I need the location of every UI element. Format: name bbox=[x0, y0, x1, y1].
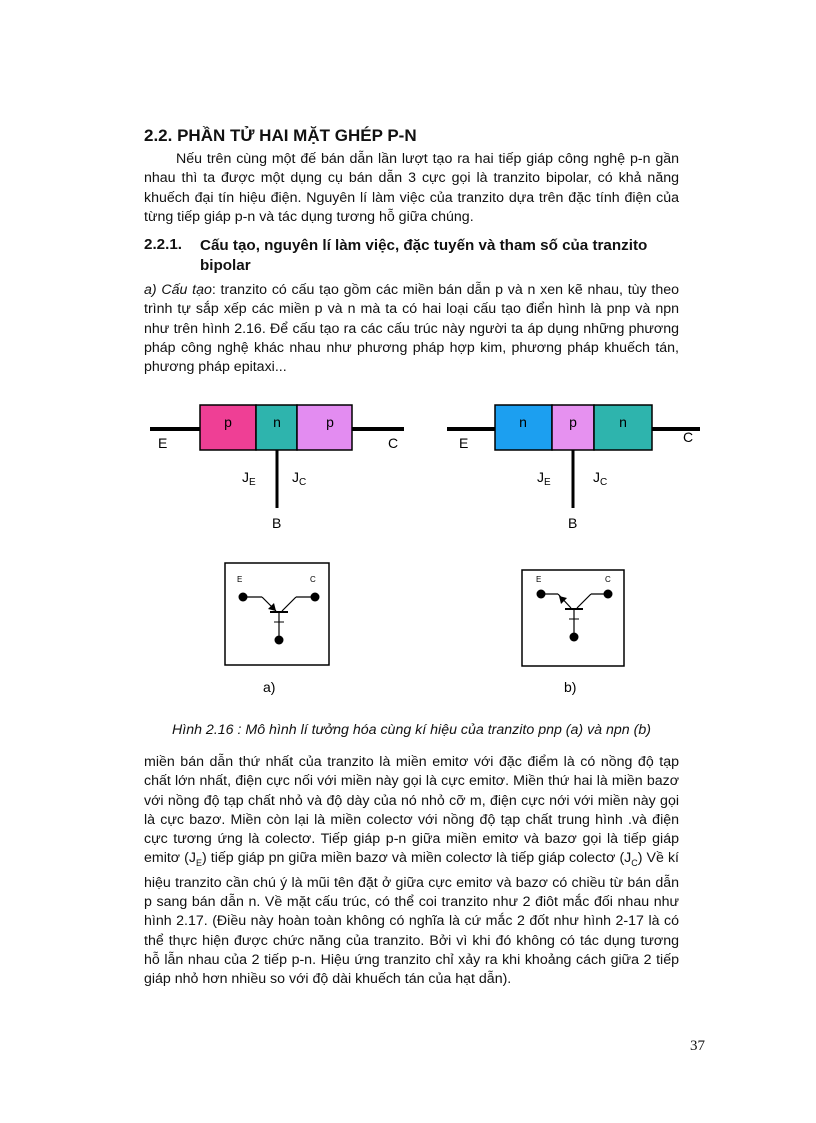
pnp-region-2-label: n bbox=[273, 414, 281, 430]
structure-text: : tranzito có cấu tạo gồm các miền bán dẫn p và n xen kẽ nhau, tùy theo trình tự sắp xếp các miền p và n mà ta có hai loại cấu tạo điển hình là pnp và npn như trên hình 2.16. Để cấu tạo ra các cấu trúc này người ta áp dụng những phương pháp công nghệ khác nhau như phương pháp hợp kim, phương pháp khuếch tán, phương pháp epitaxi... bbox=[144, 282, 679, 376]
figure-label-a: a) bbox=[263, 679, 276, 695]
jc-subscript: C bbox=[631, 858, 638, 869]
body-paragraph: miền bán dẫn thứ nhất của tranzito là miền emitơ với đặc điểm là có nồng độ tạp chất lớn nhất, điện cực nối với miền này gọi là cực emitơ. Miền thứ hai là miền bazơ với nồng độ tạp chất nhỏ và độ dày của nó nhỏ cỡ m, điện cực nới với miền này gọi là cực bazơ. Miền còn lại là miền colectơ với nồng độ tạp chất trung hình .và điện cực tương ứng là colectơ. Tiếp giáp p-n giữa miền emitơ và bazơ gọi là tiếp giáp emitơ $(J_E)$ tiếp giáp pn giữa miền bazơ và miền colectơ là tiếp giáp colectơ $(J_C)$ Về kí hiệu tranzito cần chú ý là mũi tên đặt ở giữa cực emitơ và bazơ có chiều từ bán dẫn p sang bán dẫn n. Về mặt cấu trúc, có thể coi tranzito như 2 điôt mắc đối nhau như hình 2.17. (Điều này hoàn toàn không có nghĩa là cứ mắc 2 đốt như hình 2-17 là có thể thực hiện được chức năng của tranzito. Bởi vì khi đó không có tác dụng tương hỗ lẫn nhau của 2 tiếp p-n. Hiệu ứng tranzito chỉ xảy ra khi khoảng cách giữa 2 tiếp giáp nhỏ hơn nhiều so với độ dài khuếch tán của hạt dẫn). bbox=[144, 754, 679, 988]
npn-emitter-label: E bbox=[459, 435, 469, 451]
npn-symbol-frame bbox=[522, 570, 624, 666]
npn-jc-label: $J_C$ bbox=[593, 469, 608, 488]
pnp-region-3-label: p bbox=[326, 414, 334, 430]
pnp-region-1-label: p bbox=[224, 414, 232, 430]
npn-region-2-label: p bbox=[569, 414, 577, 430]
pnp-je-label: $J_E$ bbox=[242, 469, 256, 488]
npn-base-label: B bbox=[568, 515, 578, 531]
npn-structure bbox=[447, 405, 700, 531]
figure-caption-number: Hình 2.16 : bbox=[172, 722, 242, 738]
subsection-title: Cấu tạo, nguyên lí làm việc, đặc tuyến và tham số của tranzito bipolar bbox=[200, 237, 648, 274]
section-title: 2.2. PHẦN TỬ HAI MẶT GHÉP P-N bbox=[144, 126, 417, 145]
pnp-structure bbox=[150, 405, 404, 531]
pnp-base-label: B bbox=[272, 515, 282, 531]
pnp-symbol bbox=[225, 563, 329, 665]
pnp-collector-label: C bbox=[388, 435, 399, 451]
structure-label: a) Cấu tạo bbox=[144, 282, 212, 298]
npn-symbol-e-label: E bbox=[536, 575, 542, 584]
npn-symbol bbox=[522, 570, 624, 666]
page-number: 37 bbox=[690, 1038, 705, 1054]
npn-collector-label: C bbox=[683, 429, 694, 445]
intro-paragraph: Nếu trên cùng một đế bán dẫn lần lượt tạo ra hai tiếp giáp công nghệ p-n gần nhau thì ta được một dụng cụ bán dẫn 3 cực gọi là tranzito bipolar, có khả năng khuếch đại tín hiệu điện. Nguyên lí làm việc của tranzito dựa trên đặc tính điện của từng tiếp giáp p-n và tác dụng tương hỗ giữa chúng. bbox=[144, 151, 679, 225]
subsection-number: 2.2.1. bbox=[144, 236, 182, 253]
npn-region-3-label: n bbox=[619, 414, 627, 430]
figure-caption-text: Mô hình lí tưởng hóa cùng kí hiệu của tranzito pnp (a) và npn (b) bbox=[241, 722, 651, 738]
pnp-emitter-label: E bbox=[158, 435, 168, 451]
pnp-jc-label: $J_C$ bbox=[292, 469, 307, 488]
figure-caption bbox=[144, 722, 679, 738]
je-subscript: E bbox=[195, 858, 202, 869]
figure-label-b: b) bbox=[564, 679, 577, 695]
npn-je-label: $J_E$ bbox=[537, 469, 551, 488]
npn-symbol-c-label: C bbox=[605, 575, 611, 584]
npn-region-1-label: n bbox=[519, 414, 527, 430]
pnp-symbol-e-label: E bbox=[237, 575, 243, 584]
pnp-region-3 bbox=[297, 405, 352, 450]
pnp-symbol-c-label: C bbox=[310, 575, 316, 584]
